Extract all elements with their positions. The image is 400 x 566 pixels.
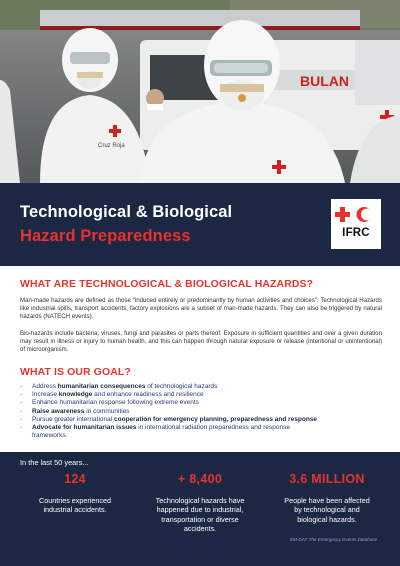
page-title-line1: Technological & Biological (20, 203, 233, 221)
goal-item: - Pursue greater international cooperation for emergency planning, preparedness and response (20, 415, 318, 423)
svg-text:Cruz Roja: Cruz Roja (98, 143, 125, 149)
stat-value: 3.6 MILLION (289, 472, 365, 486)
stat-description: People have been affected by technological and biological hazards. (284, 496, 370, 524)
stats-panel (0, 452, 400, 566)
page-title-line2: Hazard Preparedness (20, 227, 191, 245)
stat-description: Countries experienced industrial accidents. (39, 496, 111, 515)
section-heading-hazards: WHAT ARE TECHNOLOGICAL & BIOLOGICAL HAZARDS? (20, 279, 314, 290)
hazards-paragraph-1: Man-made hazards are defined as those “induced entirely or predominantly by human activities and choices”. Technological Hazards like industrial spills, transport accidents, factory explosions are a subset of man-made hazards. They can also be triggered by natural hazards (NATECH events). (20, 297, 382, 321)
ambulance-text: BULAN (300, 73, 349, 89)
cross-crescent-icon (331, 199, 381, 227)
goals-list (20, 383, 382, 440)
section-heading-goal: WHAT IS OUR GOAL? (20, 367, 131, 378)
goal-item: - Raise awareness in communities (20, 407, 130, 415)
stat-hazards (140, 472, 260, 533)
stat-description: Technological hazards have happened due to industrial, transportation or diverse accidents. (155, 496, 245, 533)
stats-intro: In the last 50 years... (20, 458, 89, 467)
stat-countries (20, 472, 130, 515)
goal-item: - Advocate for humanitarian issues in international radiation preparedness and response frameworks. (20, 424, 290, 440)
ifrc-logo (331, 199, 381, 249)
stat-value: + 8,400 (177, 472, 223, 486)
source-note: EM-DAT The Emergency Events Database (290, 537, 378, 542)
goal-item: - Increase knowledge and enhance readiness and resilience (20, 391, 204, 399)
goal-item: - Address humanitarian consequences of technological hazards (20, 383, 218, 390)
hazmat-workers-photo (0, 0, 400, 183)
hero-photo (0, 0, 400, 183)
stat-people (268, 472, 386, 524)
logo-text: IFRC (342, 227, 370, 239)
goal-item: - Enhance humanitarian response following extreme events (20, 399, 199, 407)
hazards-paragraph-2: Bio-hazards include bacteria, viruses, fungi and parasites or parts thereof. Exposure in sufficient quantities and over a given duration may result in illness or injury to human health, and this can happen through natural exposure or release (intentional or unintentional) of microorganism. (20, 330, 382, 354)
stat-value: 124 (64, 472, 86, 486)
